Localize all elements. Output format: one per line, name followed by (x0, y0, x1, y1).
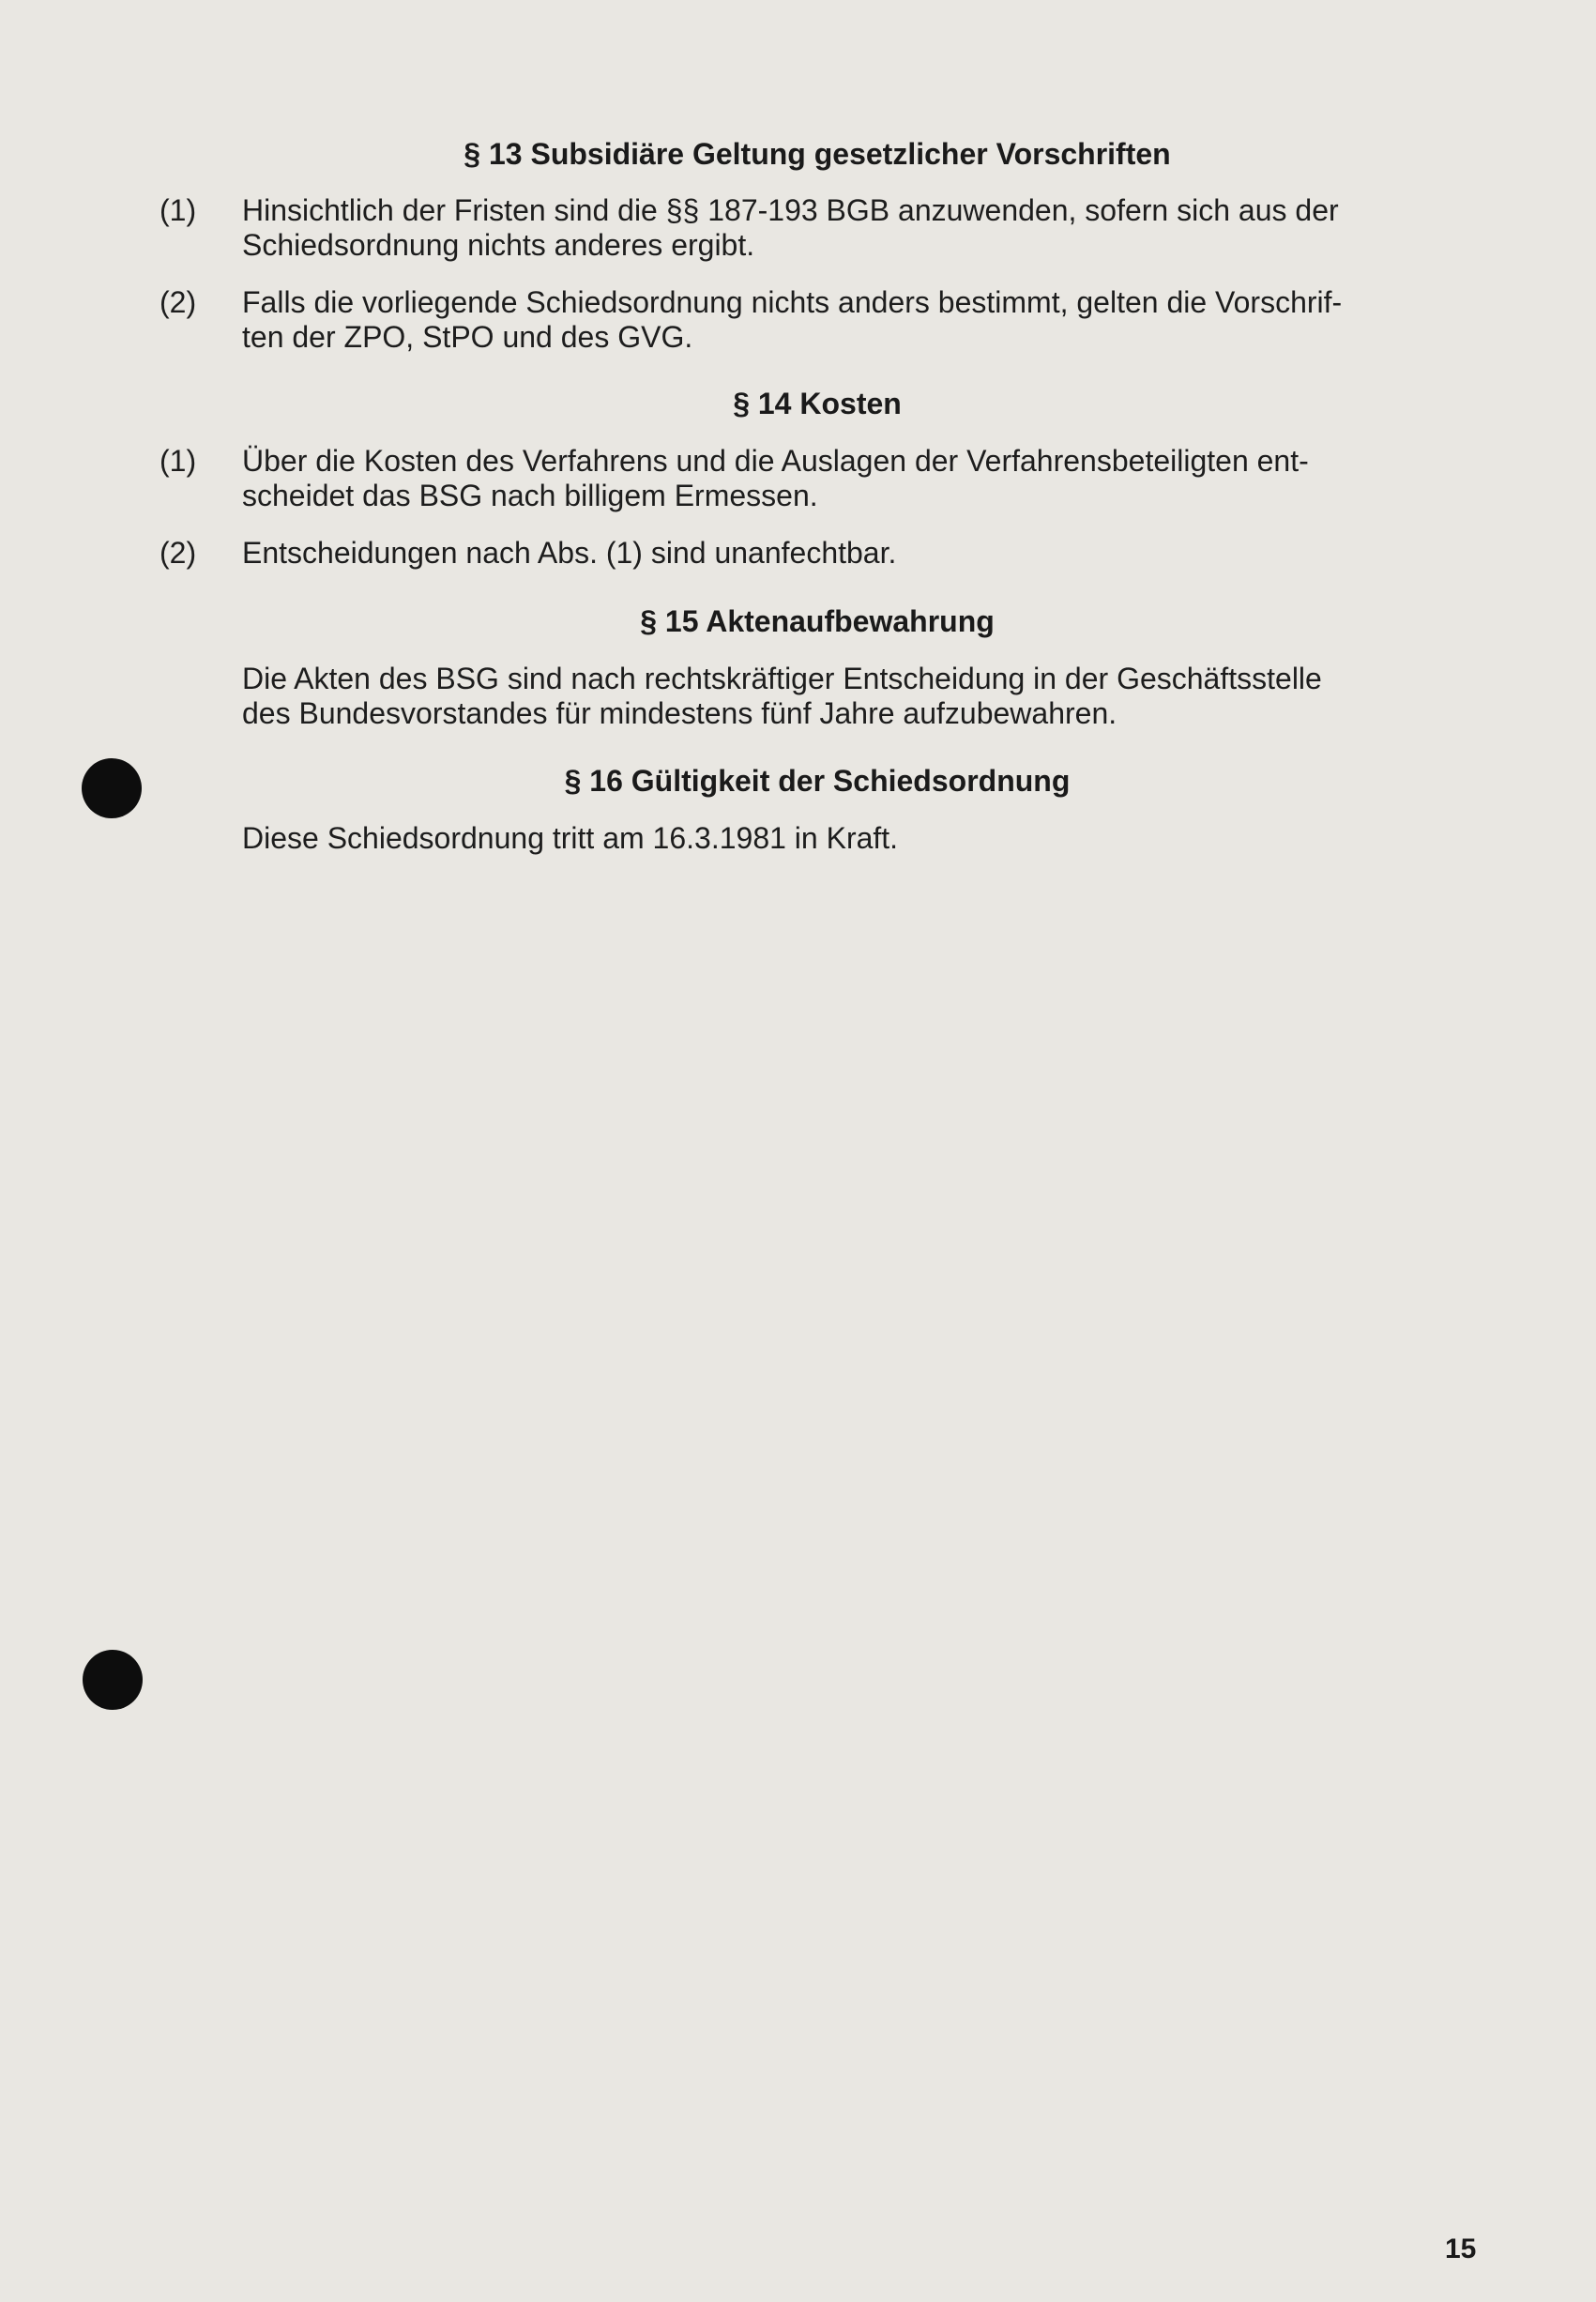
page-number: 15 (1445, 2233, 1477, 2264)
text-line: Die Akten des BSG sind nach rechtskräftiger Entscheidung in der Geschäftsstelle (242, 662, 1322, 695)
text-line: Über die Kosten des Verfahrens und die Auslagen der Verfahrensbeteiligten ent- (242, 444, 1309, 478)
paragraph-number: (1) (160, 444, 197, 478)
section-16-heading: § 16 Gültigkeit der Schiedsordnung (564, 764, 1071, 798)
paragraph-text (242, 444, 1473, 513)
text-line: scheidet das BSG nach billigem Ermessen. (242, 479, 818, 512)
punch-hole-top (82, 758, 142, 818)
paragraph-text (242, 285, 1473, 355)
text-line: ten der ZPO, StPO und des GVG. (242, 320, 693, 354)
paragraph-number: (2) (160, 536, 197, 570)
section-14-heading: § 14 Kosten (733, 387, 902, 420)
section-15-heading: § 15 Aktenaufbewahrung (640, 604, 995, 638)
section-16-body (242, 821, 1473, 856)
text-line: Diese Schiedsordnung tritt am 16.3.1981 in Kraft. (242, 821, 899, 855)
paragraph-text (242, 193, 1473, 263)
section-13-heading: § 13 Subsidiäre Geltung gesetzlicher Vorschriften (464, 137, 1171, 171)
text-line: Schiedsordnung nichts anderes ergibt. (242, 228, 755, 262)
text-line: Hinsichtlich der Fristen sind die §§ 187-193 BGB anzuwenden, sofern sich aus der (242, 193, 1339, 227)
paragraph-number: (1) (160, 193, 197, 227)
section-15-body (242, 662, 1473, 731)
text-line: des Bundesvorstandes für mindestens fünf Jahre aufzubewahren. (242, 696, 1117, 730)
punch-hole-bottom (83, 1650, 143, 1710)
paragraph-text (242, 536, 1473, 571)
text-line: Falls die vorliegende Schiedsordnung nichts anders bestimmt, gelten die Vorschrif- (242, 285, 1343, 319)
paragraph-number: (2) (160, 285, 197, 319)
text-line: Entscheidungen nach Abs. (1) sind unanfechtbar. (242, 536, 897, 570)
